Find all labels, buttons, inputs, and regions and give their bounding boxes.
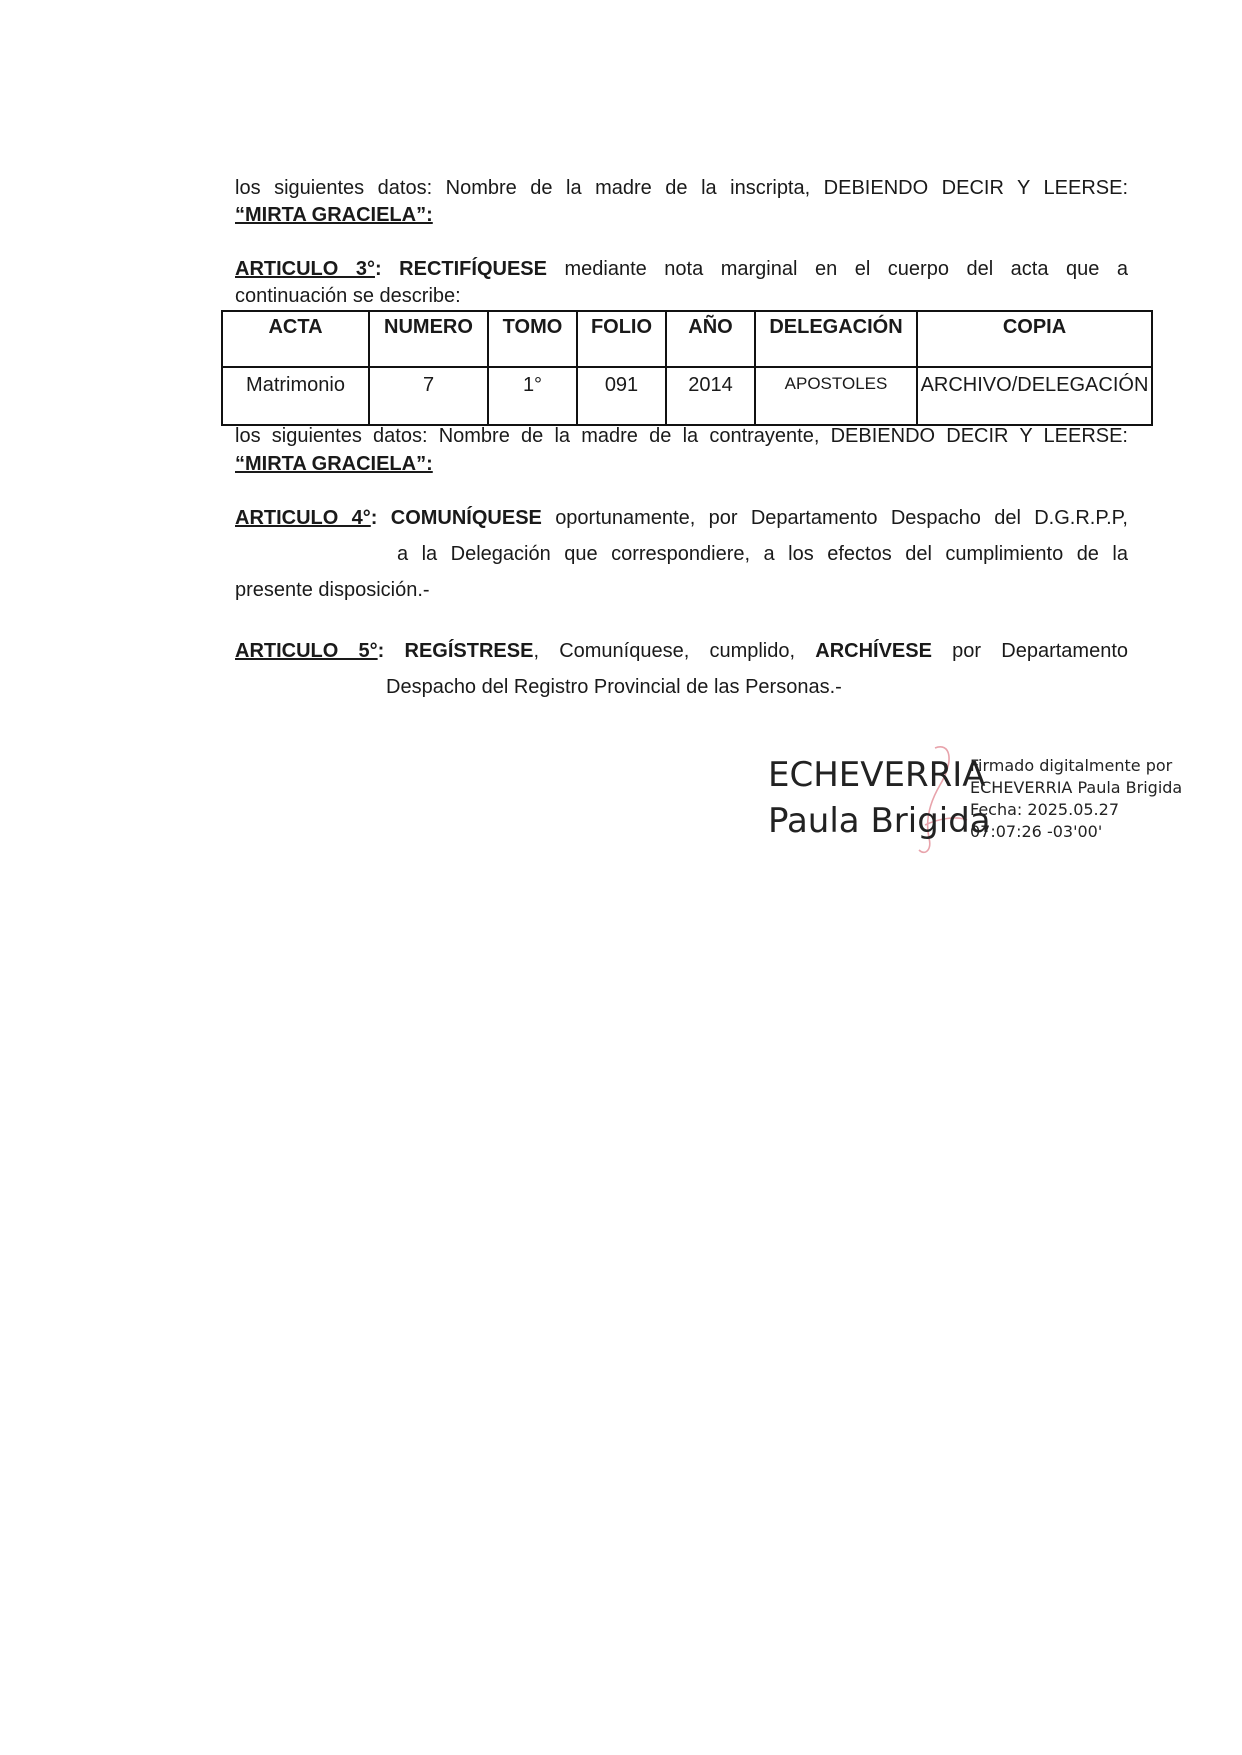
table-header-cell: COPIA — [917, 311, 1152, 367]
table-cell: Matrimonio — [222, 367, 369, 425]
mother-name-contrayente-value: “MIRTA GRACIELA”: — [235, 453, 433, 475]
table-header-cell: NUMERO — [369, 311, 488, 367]
articulo-3-keyword: RECTIFÍQUESE — [399, 258, 547, 280]
signature-info-line4: 07:07:26 -03'00' — [970, 822, 1103, 841]
articulo-5-keyword-archivese: ARCHÍVESE — [815, 640, 932, 662]
table-header-cell: DELEGACIÓN — [755, 311, 917, 367]
table-cell: 2014 — [666, 367, 755, 425]
articulo-3-colon: : — [374, 258, 382, 280]
signature-info-line1: Firmado digitalmente por — [970, 756, 1173, 775]
table-cell: 1° — [488, 367, 577, 425]
articulo-3-line2 — [235, 283, 1128, 310]
paragraph-inscripta — [235, 175, 1128, 202]
articulo-4 — [235, 505, 1128, 532]
table-cell: ARCHIVO/DELEGACIÓN — [917, 367, 1152, 425]
table-cell: APOSTOLES — [755, 367, 917, 425]
table-header-cell: ACTA — [222, 311, 369, 367]
articulo-5-colon: : — [377, 640, 385, 662]
signature-name-line2: Paula Brigida — [768, 801, 991, 841]
table-header-cell: TOMO — [488, 311, 577, 367]
paragraph-contrayente-text: los siguientes datos: Nombre de la madre de la contrayente, DEBIENDO DECIR Y LEERSE: — [235, 425, 1128, 447]
articulo-4-keyword: COMUNÍQUESE — [390, 507, 542, 529]
articulo-4-text-line3: presente disposición.- — [235, 579, 430, 601]
articulo-4-line2 — [397, 541, 1128, 568]
table-row — [222, 367, 1152, 425]
articulo-3 — [235, 256, 1128, 283]
mother-name-contrayente — [235, 451, 1128, 478]
signature-info — [970, 755, 1182, 843]
signature-name-line1: ECHEVERRIA — [768, 755, 986, 795]
paragraph-contrayente — [235, 423, 1128, 450]
signature-name — [768, 752, 991, 844]
table-header-row — [222, 311, 1152, 367]
table-header-cell: AÑO — [666, 311, 755, 367]
articulo-4-text-line1: oportunamente, por Departamento Despacho del D.G.R.P.P, — [555, 507, 1128, 529]
articulo-5-text-b: por Departamento — [952, 640, 1129, 662]
table-cell: 7 — [369, 367, 488, 425]
articulo-3-text-line1: mediante nota marginal en el cuerpo del acta que a — [564, 258, 1129, 280]
acta-table — [221, 310, 1153, 426]
articulo-4-text-line2: a la Delegación que correspondiere, a los efectos del cumplimiento de la — [397, 543, 1128, 565]
articulo-5-text-a: , Comuníquese, cumplido, — [533, 640, 796, 662]
articulo-5-label: ARTICULO 5° — [235, 640, 378, 662]
paragraph-inscripta-text: los siguientes datos: Nombre de la madre de la inscripta, DEBIENDO DECIR Y LEERSE: — [235, 177, 1128, 199]
signature-info-line3: Fecha: 2025.05.27 — [970, 800, 1119, 819]
articulo-5-text-line2: Despacho del Registro Provincial de las Personas.- — [386, 676, 842, 698]
signature-info-line2: ECHEVERRIA Paula Brigida — [970, 778, 1183, 797]
table-cell: 091 — [577, 367, 666, 425]
mother-name-inscripta-value: “MIRTA GRACIELA”: — [235, 204, 433, 226]
articulo-5-line2 — [386, 674, 1128, 701]
articulo-4-label: ARTICULO 4° — [235, 507, 371, 529]
articulo-4-colon: : — [370, 507, 378, 529]
articulo-5-keyword-registrese: REGÍSTRESE — [404, 640, 534, 662]
articulo-3-text-line2: continuación se describe: — [235, 285, 461, 307]
articulo-5 — [235, 638, 1128, 665]
articulo-3-label: ARTICULO 3° — [235, 258, 375, 280]
mother-name-inscripta — [235, 202, 1128, 229]
articulo-4-line3 — [235, 577, 1128, 604]
table-header-cell: FOLIO — [577, 311, 666, 367]
